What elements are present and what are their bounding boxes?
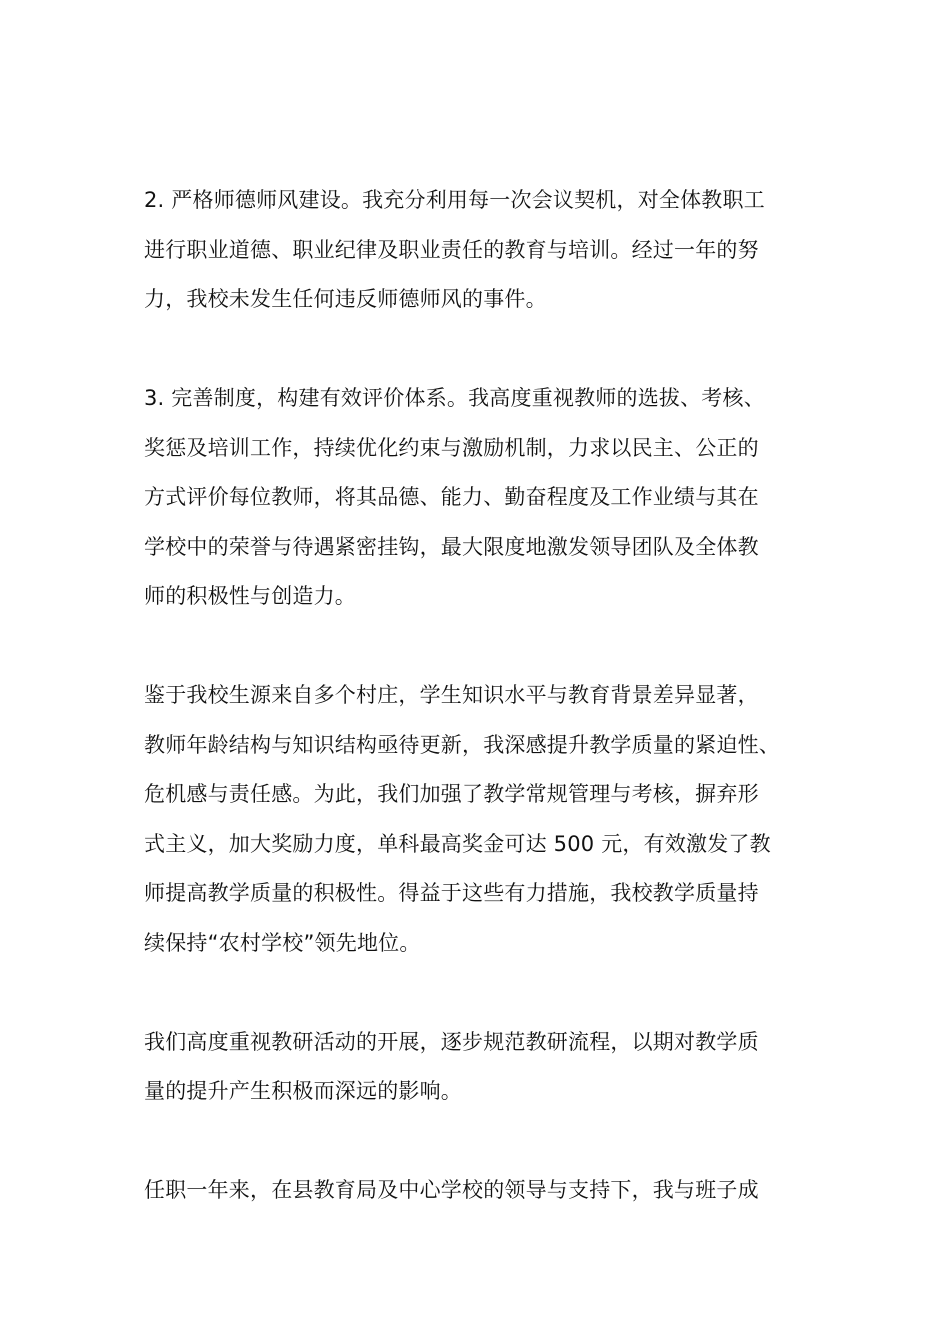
- text-line: 师提高教学质量的积极性。得益于这些有力措施，我校教学质量持: [144, 881, 759, 905]
- text-line: 式主义，加大奖励力度，单科最高奖金可达 500 元，有效激发了教: [144, 831, 771, 856]
- paragraph-spacer: [144, 325, 808, 375]
- text-line: 我们高度重视教研活动的开展，逐步规范教研流程，以期对教学质: [144, 1029, 759, 1054]
- text-line: 危机感与责任感。为此，我们加强了教学常规管理与考核，摒弃形: [144, 782, 759, 806]
- paragraph-spacer: [144, 1117, 808, 1167]
- paragraph-spacer: [144, 968, 808, 1018]
- text-line: 量的提升产生积极而深远的影响。: [144, 1079, 462, 1103]
- paragraph-tenure-summary: [144, 1166, 808, 1216]
- text-line: 进行职业道德、职业纪律及职业责任的教育与培训。经过一年的努: [144, 237, 759, 262]
- paragraph-teacher-ethics: [144, 176, 808, 325]
- text-line: 2. 严格师德师风建设。我充分利用每一次会议契机，对全体教职工: [144, 188, 765, 212]
- text-line: 教师年龄结构与知识结构亟待更新，我深感提升教学质量的紧迫性、: [144, 732, 780, 757]
- text-line: 任职一年来，在县教育局及中心学校的领导与支持下，我与班子成: [144, 1178, 759, 1202]
- document-body: [144, 176, 808, 1216]
- text-line: 鉴于我校生源来自多个村庄，学生知识水平与教育背景差异显著，: [144, 683, 759, 707]
- text-line: 力，我校未发生任何违反师德师风的事件。: [144, 287, 547, 311]
- text-line: 师的积极性与创造力。: [144, 584, 356, 608]
- text-line: 奖惩及培训工作，持续优化约束与激励机制，力求以民主、公正的: [144, 435, 759, 460]
- paragraph-evaluation-system: [144, 374, 808, 622]
- paragraph-teaching-quality: [144, 671, 808, 968]
- text-line: 方式评价每位教师，将其品德、能力、勤奋程度及工作业绩与其在: [144, 485, 759, 509]
- paragraph-teaching-research: [144, 1018, 808, 1117]
- paragraph-spacer: [144, 622, 808, 672]
- text-line: 学校中的荣誉与待遇紧密挂钩，最大限度地激发领导团队及全体教: [144, 534, 759, 559]
- text-line: 续保持“农村学校”领先地位。: [144, 930, 421, 955]
- text-line: 3. 完善制度，构建有效评价体系。我高度重视教师的选拔、考核、: [144, 386, 765, 410]
